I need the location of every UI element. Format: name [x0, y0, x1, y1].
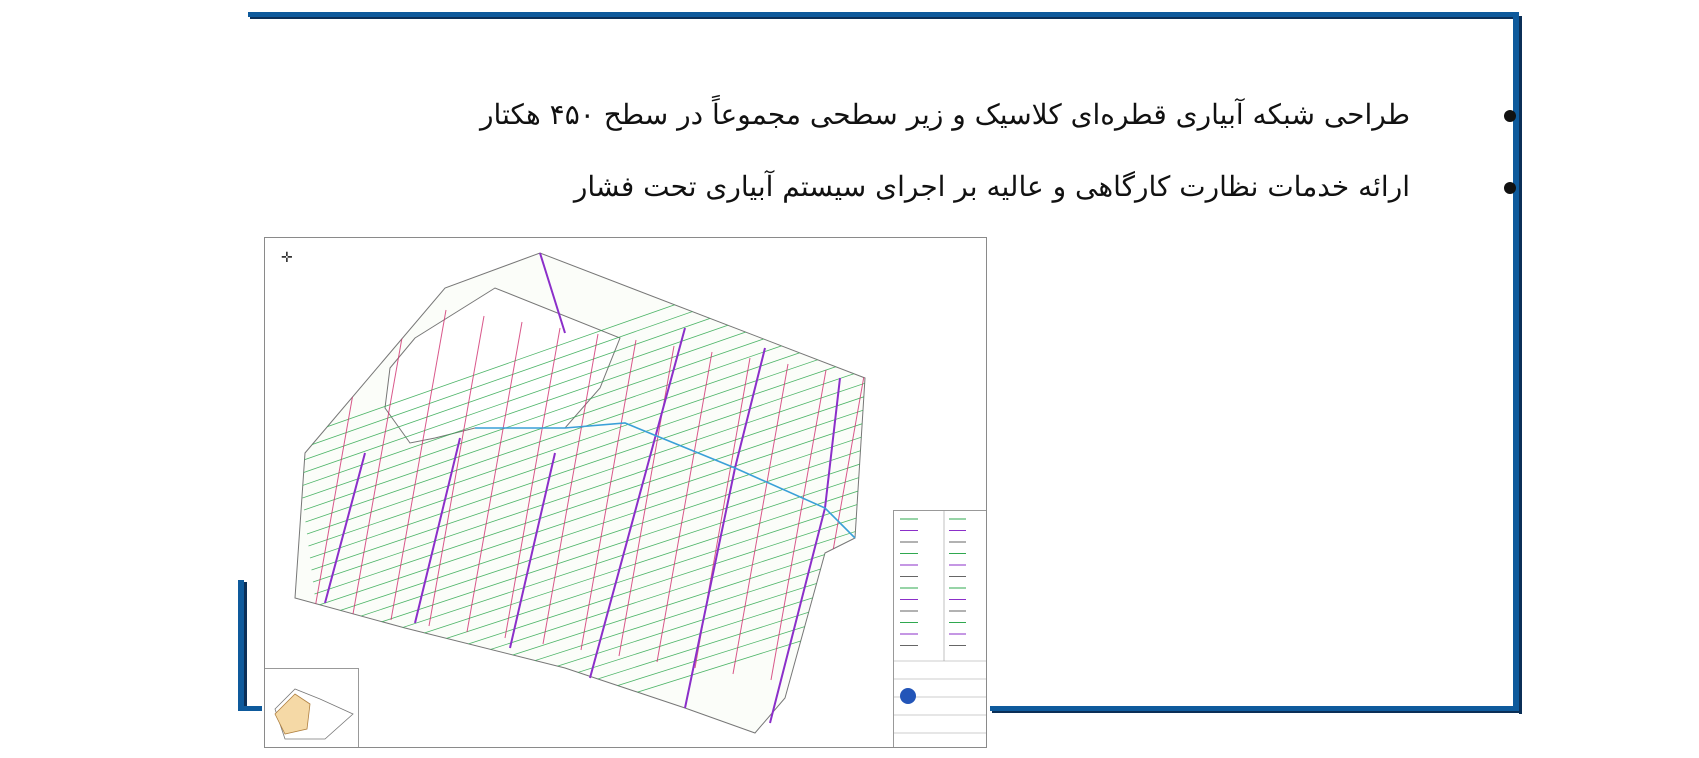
bullet-text: ارائه خدمات نظارت کارگاهی و عالیه بر اجرای سیستم آبیاری تحت فشار	[573, 170, 1410, 203]
key-map-svg	[265, 669, 358, 748]
bullet-item-design	[366, 95, 1516, 135]
frame-left-shadow	[244, 582, 247, 710]
key-map-highlight	[275, 694, 310, 734]
legend-rows	[900, 519, 966, 646]
frame-bottom-left-border	[238, 706, 262, 711]
bullet-dot-icon	[1504, 110, 1516, 122]
legend-svg	[894, 511, 987, 748]
frame-top-shadow	[250, 17, 1515, 19]
company-logo-icon	[900, 688, 916, 704]
bullet-list	[366, 95, 1516, 239]
bullet-text: طراحی شبکه آبیاری قطره‌ای کلاسیک و زیر سطحی مجموعاً در سطح ۴۵۰ هکتار	[480, 98, 1410, 131]
legend-and-title-block	[893, 510, 987, 748]
frame-bottom-shadow	[992, 711, 1521, 713]
bullet-dot-icon	[1504, 182, 1516, 194]
irrigation-map-svg	[265, 238, 987, 748]
frame-right-shadow	[1519, 16, 1522, 714]
bullet-item-supervision	[366, 167, 1516, 207]
key-map	[265, 668, 359, 748]
north-arrow-icon: ✛	[281, 250, 293, 266]
irrigation-network-drawing	[264, 237, 987, 748]
